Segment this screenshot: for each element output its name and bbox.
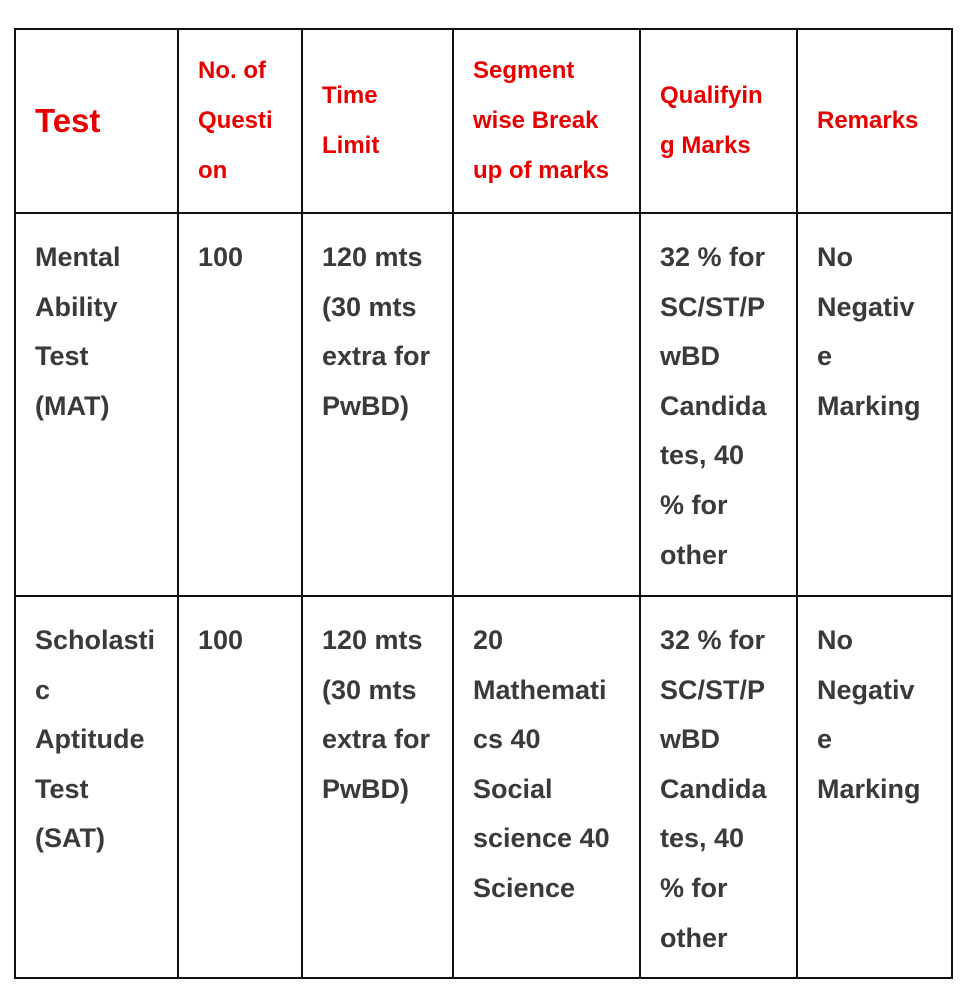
cell-qualifying <box>640 213 797 596</box>
cell-remarks-text: No Negativ e Marking <box>817 625 921 804</box>
cell-test <box>15 596 178 978</box>
header-time-limit-label: Time Limit <box>322 82 380 159</box>
header-remarks <box>797 29 952 213</box>
header-remarks-label: Remarks <box>817 107 919 134</box>
cell-test-text: Scholasti c Aptitude Test (SAT) <box>35 625 156 854</box>
cell-remarks <box>797 213 952 596</box>
header-qualifying <box>640 29 797 213</box>
header-segment-label: Segment wise Break up of marks <box>473 57 610 184</box>
cell-time-limit-text: 120 mts (30 mts extra for PwBD) <box>322 242 431 421</box>
cell-qualifying <box>640 596 797 978</box>
cell-time-limit <box>302 596 453 978</box>
table-body <box>15 213 952 978</box>
cell-questions <box>178 596 302 978</box>
cell-test <box>15 213 178 596</box>
table-row <box>15 596 952 978</box>
cell-qualifying-text: 32 % for SC/ST/P wBD Candida tes, 40 % for other <box>660 625 767 953</box>
cell-test-text: Mental Ability Test (MAT) <box>35 242 121 421</box>
table-row <box>15 213 952 596</box>
header-time-limit <box>302 29 453 213</box>
cell-questions-text: 100 <box>198 625 244 655</box>
header-segment <box>453 29 640 213</box>
cell-questions-text: 100 <box>198 242 244 272</box>
cell-time-limit-text: 120 mts (30 mts extra for PwBD) <box>322 625 431 804</box>
header-questions-label: No. of Questi on <box>198 57 273 184</box>
cell-segment <box>453 213 640 596</box>
cell-segment <box>453 596 640 978</box>
header-qualifying-label: Qualifyin g Marks <box>660 82 763 159</box>
header-test-label: Test <box>35 102 101 139</box>
cell-qualifying-text: 32 % for SC/ST/P wBD Candida tes, 40 % for other <box>660 242 767 570</box>
exam-pattern-table <box>14 28 953 979</box>
cell-remarks-text: No Negativ e Marking <box>817 242 921 421</box>
cell-questions <box>178 213 302 596</box>
cell-time-limit <box>302 213 453 596</box>
cell-segment-text: 20 Mathemati cs 40 Social science 40 Science <box>473 625 610 903</box>
header-test <box>15 29 178 213</box>
table-header <box>15 29 952 213</box>
header-questions <box>178 29 302 213</box>
header-row <box>15 29 952 213</box>
cell-remarks <box>797 596 952 978</box>
